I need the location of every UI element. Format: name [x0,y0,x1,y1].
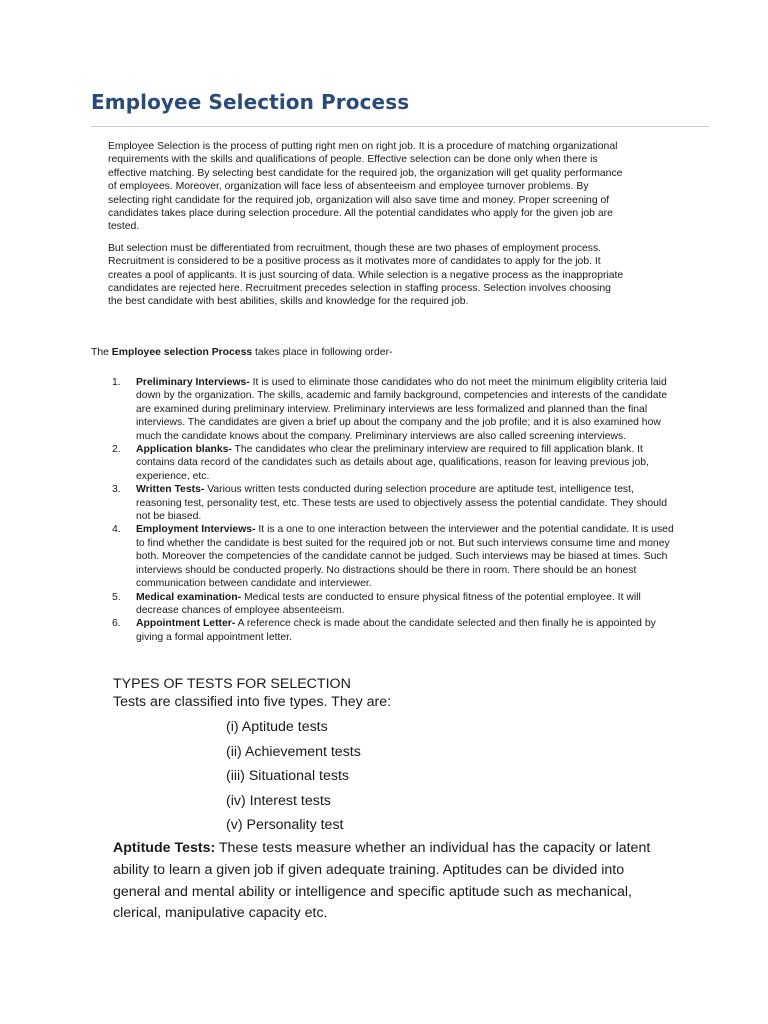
intro-paragraph: But selection must be differentiated from recruitment, though these are two phases of employment process. Recruitment is considered to be a positive process as it motivates more of candidates to apply for the job. It creates a pool of applicants. It is just sourcing of data. While selection is a negative process as the inappropriate candidates are rejected here. Recruitment precedes selection in staffing process. Selection involves choosing the best candidate with best abilities, skills and knowledge for the required job. [108,242,624,308]
aptitude-paragraph [113,838,658,925]
step-item [110,483,682,523]
step-text: The candidates who clear the preliminary interview are required to fill application blank. It contains data record of the candidates such as details about age, qualifications, reason for leaving previous job, experience, etc. [136,444,649,482]
order-line-suffix: takes place in following order- [252,347,393,358]
test-type-item: (iii) Situational tests [226,768,350,785]
step-item [110,591,682,618]
step-number: 1. [112,377,121,388]
step-term: Preliminary Interviews- [136,377,250,388]
types-section [113,675,673,711]
test-type-item: (iv) Interest tests [226,792,331,809]
step-number: 2. [112,444,121,456]
types-heading: TYPES OF TESTS FOR SELECTION [113,676,351,692]
aptitude-term: Aptitude Tests: [113,840,216,856]
test-type-item: (v) Personality test [226,817,344,834]
step-number: 6. [112,618,121,630]
step-number: 4. [112,524,121,536]
test-types-list [226,718,361,841]
step-number: 5. [112,591,121,603]
page-title: Employee Selection Process [91,90,410,114]
test-type-item: (i) Aptitude tests [226,719,328,735]
intro-paragraph: Employee Selection is the process of putting right men on right job. It is a procedure of matching organizational requirements with the skills and qualifications of people. Effective selection can be done only when there is effective matching. By selecting best candidate for the required job, the organization will get quality performance of employees. Moreover, organization will face less of absenteeism and employee turnover problems. By selecting right candidate for the required job, organization will also save time and money. Proper screening of candidates takes place during selection procedure. All the potential candidates who apply for the given job are tested. [108,141,623,233]
step-term: Application blanks- [136,444,232,456]
step-item [110,376,682,443]
order-line [91,346,393,359]
step-text: Various written tests conducted during selection procedure are aptitude test, intelligence test, reasoning test, personality test, etc. These tests are used to objectively assess the potential candidate. They should not be biased. [136,484,668,523]
step-term: Written Tests- [136,484,205,496]
step-item [110,617,682,644]
step-item [110,443,682,483]
step-text: A reference check is made about the candidate selected and then finally he is appointed by giving a formal appointment letter. [136,618,656,643]
step-text: Medical tests are conducted to ensure physical fitness of the potential employee. It will decrease chances of employee absenteeism. [136,591,641,616]
step-text: It is a one to one interaction between the interviewer and the potential candidate. It is used to find whether the candidate is best suited for the required job or not. But such interviews consume time and money both. Moreover the competencies of the candidate cannot be judged. Such interviews may be biased at times. Such interviews should be conducted properly. No distractions should be there in room. There should be an honest communication between candidate and interviewer. [136,524,674,590]
order-line-prefix: The [91,347,112,358]
step-term: Employment Interviews- [136,524,256,536]
test-type-item: (ii) Achievement tests [226,743,361,760]
step-term: Appointment Letter- [136,618,236,630]
types-intro: Tests are classified into five types. They are: [113,694,392,710]
step-number: 3. [112,484,121,496]
intro-section [108,140,628,317]
aptitude-text: These tests measure whether an individual has the capacity or latent ability to learn a given job if given adequate training. Aptitudes can be divided into general and mental ability or intelligence and specific aptitude such as mechanical, clerical, manipulative capacity etc. [113,840,651,922]
step-term: Medical examination- [136,591,242,603]
step-text: It is used to eliminate those candidates who do not meet the minimum eligiblity criteria laid down by the organization. The skills, academic and family background, competencies and interests of the candidate are examined during preliminary interview. Preliminary interviews are less formalized and planned than the final interviews. The candidates are given a brief up about the company and the job profile; and it is also examined how much the candidate knows about the company. Preliminary interviews are also called screening interviews. [136,377,668,442]
step-item [110,523,682,590]
selection-steps-list [110,376,682,644]
title-divider [91,126,709,127]
order-line-bold: Employee selection Process [111,347,253,358]
